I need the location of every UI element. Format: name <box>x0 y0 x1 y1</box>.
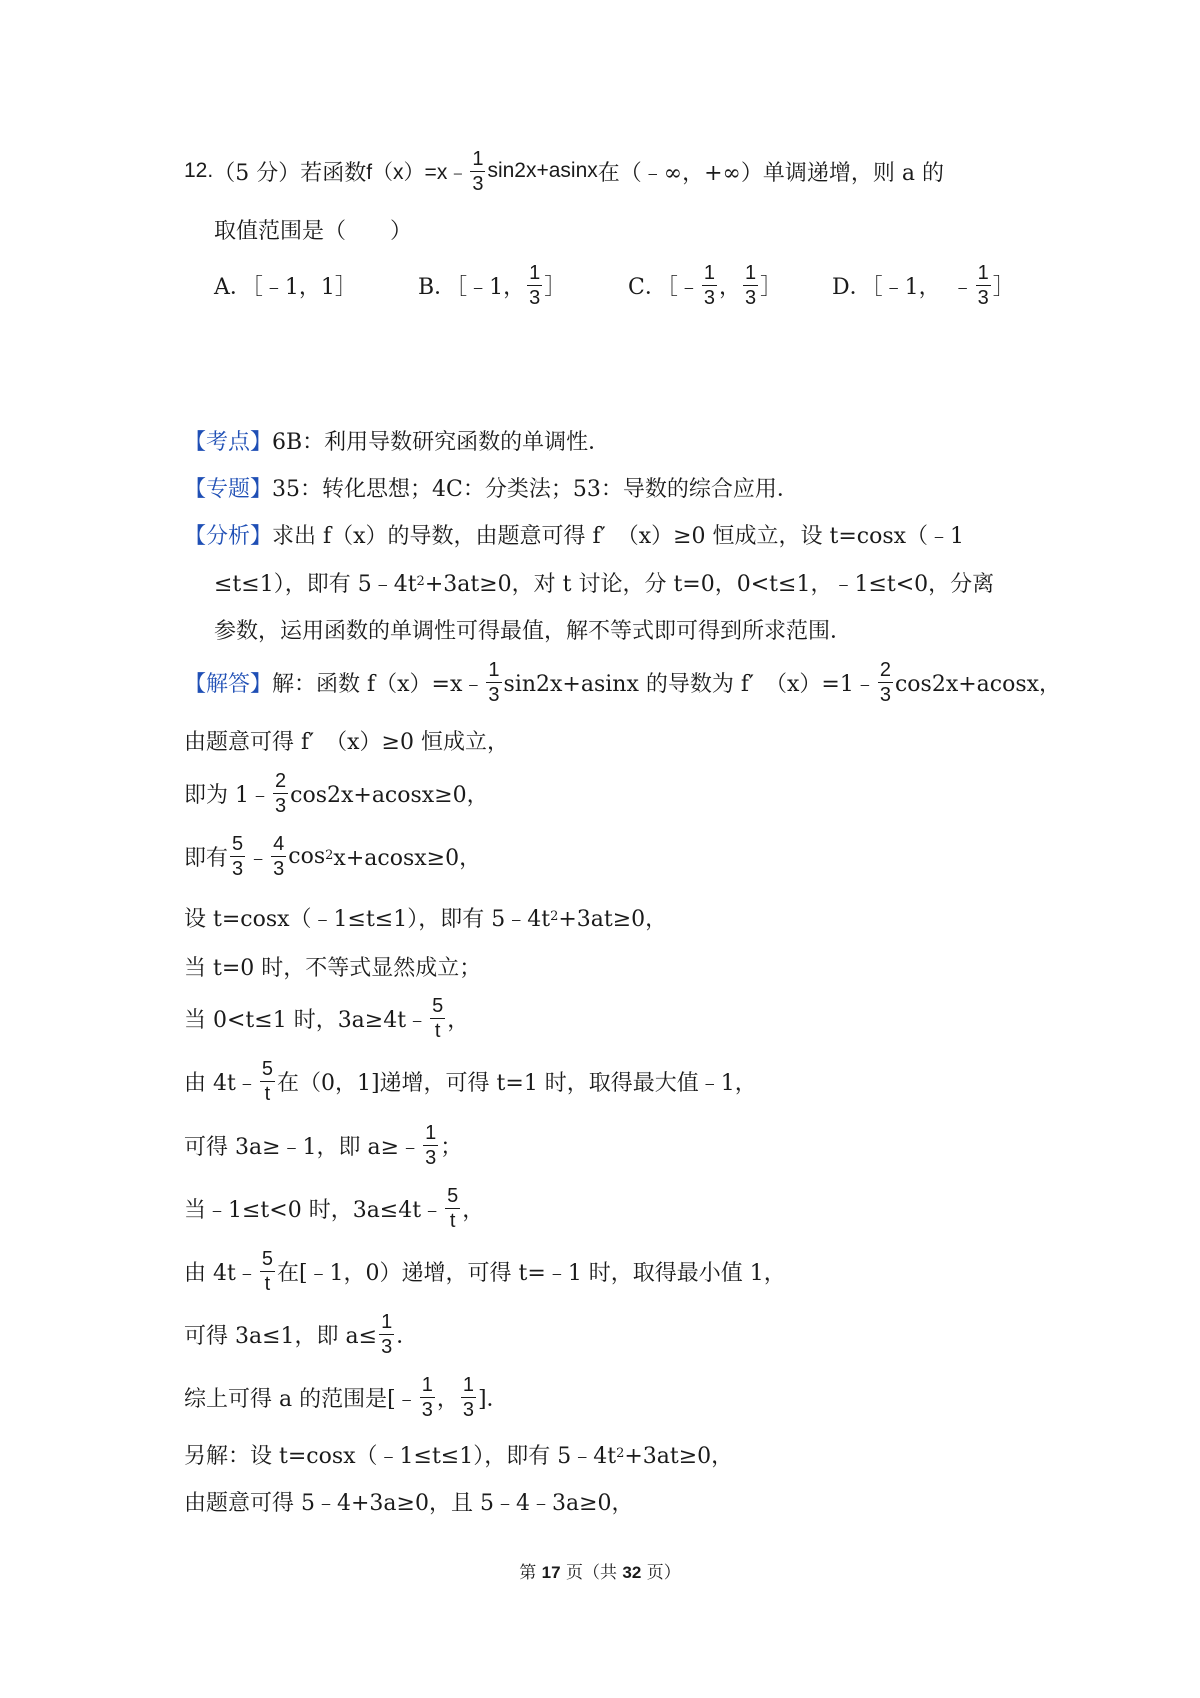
question-line-1 <box>184 141 944 201</box>
kaodian-text: 6B：利用导数研究函数的单调性． <box>272 429 611 455</box>
question-function: f（x）=x﹣ <box>366 161 469 184</box>
fenxi-tag: 【分析】 <box>184 523 273 549</box>
option-c: C．［﹣ $\frac{1}{3}$ ， $\frac{1}{3}$ ］ <box>628 261 783 309</box>
page-total: 32 <box>622 1563 642 1582</box>
kaodian-tag: 【考点】 <box>184 429 273 455</box>
question-points: （5 分） <box>213 160 301 186</box>
jieda-line-14: 另解：设 t=cosx（﹣1≤t≤1），即有 5﹣4t 2 +3at≥0， <box>184 1443 734 1469</box>
question-number: 12. <box>184 159 214 182</box>
fenxi-text-1: 求出 f（x）的导数，由题意可得 f′ （x）≥0 恒成立，设 t=cosx（﹣1 <box>272 523 965 549</box>
jieda-line-8: 由 4t﹣ $\frac{5}{t}$ 在（0，1]递增，可得 t=1 时，取得最大值﹣1， <box>184 1057 757 1105</box>
zhuanti-text: 35：转化思想；4C：分类法；53：导数的综合应用． <box>272 476 799 502</box>
question-function-rest: sin2x+asinx <box>487 159 598 182</box>
page-footer: 第 17 页（共 32 页） <box>519 1563 681 1583</box>
page-number: 17 <box>541 1563 561 1582</box>
fraction-one-third: $\frac{1}{3}$ <box>472 147 484 195</box>
question-stem-text: 若函数 <box>300 160 367 186</box>
question-stem-end: 在（﹣∞，+∞）单调递增，则 a 的 <box>597 160 944 186</box>
jieda-line-2: 由题意可得 f′ （x）≥0 恒成立， <box>184 729 509 755</box>
jieda-line-13: 综上可得 a 的范围是[﹣ $\frac{1}{3}$ ， $\frac{1}{3}$ ]． <box>184 1373 509 1421</box>
fenxi-line-3: 参数，运用函数的单调性可得最值，解不等式即可得到所求范围． <box>214 618 853 644</box>
option-b: B．［﹣1， $\frac{1}{3}$ ］ <box>418 261 567 309</box>
jieda-line-1: 【解答】 解：函数 f（x）=x﹣ $\frac{1}{3}$ sin2x+asinx 的导数为 f′ （x）=1﹣ $\frac{2}{3}$ cos2x+acosx， <box>184 658 1062 706</box>
jieda-line-5: 设 t=cosx（﹣1≤t≤1），即有 5﹣4t 2 +3at≥0， <box>184 906 668 932</box>
jieda-line-10: 当﹣1≤t<0 时，3a≤4t﹣ $\frac{5}{t}$ ， <box>184 1184 485 1232</box>
jieda-line-7: 当 0<t≤1 时，3a≥4t﹣ $\frac{5}{t}$ ， <box>184 994 470 1042</box>
jieda-line-9: 可得 3a≥﹣1，即 a≥﹣ $\frac{1}{3}$ ； <box>184 1121 463 1169</box>
option-d: D．［﹣1， ﹣ $\frac{1}{3}$ ］ <box>832 261 1015 309</box>
question-line-2: 取值范围是（ ） <box>214 218 413 244</box>
jieda-line-11: 由 4t﹣ $\frac{5}{t}$ 在[﹣1，0）递增，可得 t=﹣1 时，取得最小值 1， <box>184 1247 786 1295</box>
jieda-line-3: 即为 1﹣ $\frac{2}{3}$ cos2x+acosx≥0， <box>184 769 489 817</box>
jieda-line-4: 即有 $\frac{5}{3}$ ﹣ $\frac{4}{3}$ cos 2 x+acosx≥0， <box>184 832 482 880</box>
jieda-line-6: 当 t=0 时，不等式显然成立； <box>184 955 482 981</box>
jieda-line-12: 可得 3a≤1，即 a≤ $\frac{1}{3}$ ． <box>184 1310 419 1358</box>
jieda-line-15: 由题意可得 5﹣4+3a≥0，且 5﹣4﹣3a≥0， <box>184 1490 634 1516</box>
fenxi-line-2: ≤t≤1），即有 5﹣4t 2 +3at≥0，对 t 讨论，分 t=0，0<t≤1，﹣1≤t<0，分离 <box>214 571 995 597</box>
zhuanti-tag: 【专题】 <box>184 476 273 502</box>
option-a: A．［﹣1，1］ <box>214 274 357 300</box>
jieda-tag: 【解答】 <box>184 671 273 697</box>
